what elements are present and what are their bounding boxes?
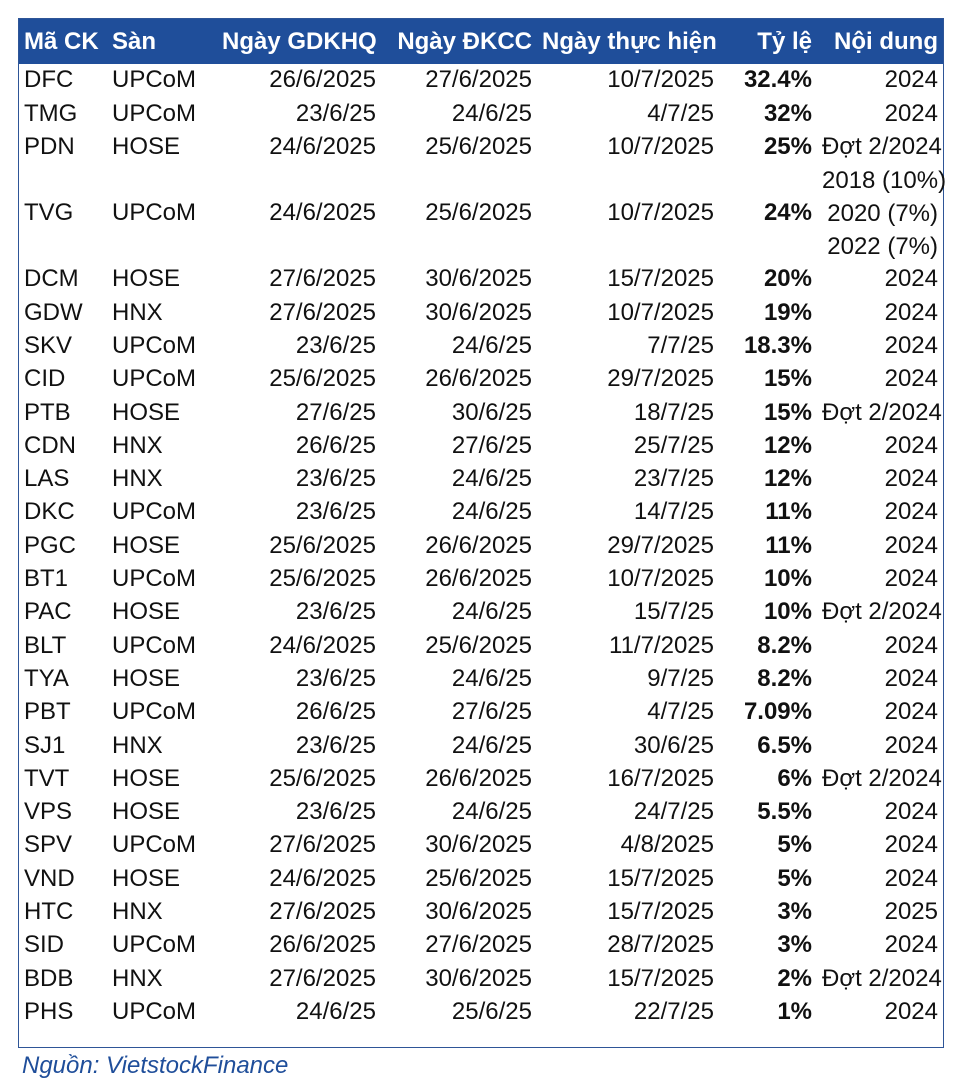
table-row: [19, 962, 943, 995]
cell-ngay-thuc-hien: 4/7/25: [647, 698, 714, 726]
cell-ngay-thuc-hien: 15/7/25: [633, 598, 714, 626]
cell-noi-dung: [817, 363, 943, 396]
cell-ngay-thuc-hien: 15/7/2025: [607, 897, 714, 925]
noi-dung-line: 2018 (10%): [822, 166, 947, 194]
cell-noi-dung: [817, 629, 943, 662]
cell-ngay-dkcc: 25/6/2025: [425, 631, 532, 659]
table-row: [19, 862, 943, 895]
cell-san: HOSE: [112, 398, 181, 426]
cell-san: HNX: [112, 897, 163, 925]
cell-noi-dung: [817, 263, 943, 296]
header-noi-dung: Nội dung: [817, 19, 943, 64]
cell-ty-le: 1%: [777, 997, 812, 1025]
cell-ma-ck: TVG: [24, 199, 74, 227]
cell-ngay-thuc-hien: 18/7/25: [633, 398, 714, 426]
cell-ngay-gdkhq: 23/6/25: [295, 331, 376, 359]
dividend-table: [19, 19, 947, 1029]
cell-san: UPCoM: [112, 66, 197, 94]
cell-ty-le: 3%: [777, 931, 812, 959]
noi-dung-line: 2024: [884, 298, 938, 326]
cell-ngay-dkcc: 24/6/25: [451, 331, 532, 359]
table-row: [19, 496, 943, 529]
cell-ngay-dkcc: 26/6/2025: [425, 565, 532, 593]
cell-noi-dung: [817, 962, 943, 995]
cell-ngay-thuc-hien: 15/7/2025: [607, 864, 714, 892]
cell-ngay-thuc-hien: 24/7/25: [633, 798, 714, 826]
cell-ma-ck: HTC: [24, 897, 74, 925]
cell-ma-ck: BT1: [24, 565, 69, 593]
cell-san: UPCoM: [112, 997, 197, 1025]
cell-san: HOSE: [112, 664, 181, 692]
cell-noi-dung: [817, 429, 943, 462]
cell-ma-ck: PTB: [24, 398, 71, 426]
cell-ty-le: 3%: [777, 897, 812, 925]
cell-ngay-dkcc: 25/6/2025: [425, 199, 532, 227]
table-row: [19, 164, 943, 263]
cell-ngay-dkcc: 30/6/2025: [425, 265, 532, 293]
noi-dung-line: 2024: [884, 565, 938, 593]
cell-ty-le: 19%: [763, 298, 812, 326]
cell-ngay-thuc-hien: 29/7/2025: [607, 531, 714, 559]
cell-ngay-dkcc: 25/6/2025: [425, 133, 532, 161]
cell-ngay-dkcc: 30/6/2025: [425, 964, 532, 992]
cell-ngay-dkcc: 25/6/2025: [425, 864, 532, 892]
cell-ngay-gdkhq: 24/6/2025: [269, 864, 376, 892]
cell-ty-le: 5%: [777, 864, 812, 892]
cell-ngay-gdkhq: 23/6/25: [295, 664, 376, 692]
cell-ngay-dkcc: 24/6/25: [451, 731, 532, 759]
table-row: [19, 829, 943, 862]
cell-san: UPCoM: [112, 331, 197, 359]
cell-ty-le: 7.09%: [743, 698, 812, 726]
table-row: [19, 64, 943, 97]
cell-san: UPCoM: [112, 498, 197, 526]
cell-ma-ck: TYA: [24, 664, 69, 692]
noi-dung-line: 2024: [884, 931, 938, 959]
table-row: [19, 796, 943, 829]
cell-ty-le: 10%: [763, 565, 812, 593]
cell-noi-dung: [817, 829, 943, 862]
cell-ma-ck: CDN: [24, 431, 76, 459]
header-san: Sàn: [107, 19, 217, 64]
cell-ty-le: 15%: [763, 398, 812, 426]
table-row: [19, 995, 943, 1028]
table-row: [19, 929, 943, 962]
cell-noi-dung: [817, 529, 943, 562]
cell-ngay-dkcc: 24/6/25: [451, 498, 532, 526]
cell-ngay-thuc-hien: 10/7/2025: [607, 66, 714, 94]
cell-ngay-gdkhq: 24/6/2025: [269, 133, 376, 161]
cell-noi-dung: [817, 463, 943, 496]
cell-ma-ck: PAC: [24, 598, 72, 626]
cell-ty-le: 6%: [777, 764, 812, 792]
cell-ty-le: 12%: [763, 431, 812, 459]
cell-ngay-gdkhq: 27/6/2025: [269, 298, 376, 326]
cell-san: UPCoM: [112, 565, 197, 593]
cell-ngay-dkcc: 26/6/2025: [425, 365, 532, 393]
cell-ma-ck: TVT: [24, 764, 70, 792]
cell-ngay-dkcc: 24/6/25: [451, 664, 532, 692]
cell-noi-dung: [817, 496, 943, 529]
cell-ma-ck: BDB: [24, 964, 74, 992]
cell-ngay-gdkhq: 24/6/2025: [269, 631, 376, 659]
cell-ty-le: 20%: [763, 265, 812, 293]
cell-san: HOSE: [112, 531, 181, 559]
table-row: [19, 97, 943, 130]
cell-ma-ck: LAS: [24, 465, 70, 493]
cell-ngay-dkcc: 24/6/25: [451, 465, 532, 493]
cell-ma-ck: VPS: [24, 798, 73, 826]
cell-san: HNX: [112, 465, 163, 493]
noi-dung-line: Đợt 2/2024: [822, 133, 942, 161]
cell-ngay-thuc-hien: 14/7/25: [633, 498, 714, 526]
cell-ngay-gdkhq: 23/6/25: [295, 731, 376, 759]
cell-san: UPCoM: [112, 99, 197, 127]
noi-dung-line: 2024: [884, 997, 938, 1025]
cell-ma-ck: DFC: [24, 66, 74, 94]
noi-dung-line: 2024: [884, 498, 938, 526]
cell-ngay-thuc-hien: 29/7/2025: [607, 365, 714, 393]
cell-san: HOSE: [112, 598, 181, 626]
cell-ma-ck: GDW: [24, 298, 83, 326]
cell-ngay-gdkhq: 24/6/25: [295, 997, 376, 1025]
cell-ngay-dkcc: 24/6/25: [451, 798, 532, 826]
cell-noi-dung: [817, 97, 943, 130]
header-ma-ck: Mã CK: [19, 19, 107, 64]
cell-ngay-thuc-hien: 22/7/25: [633, 997, 714, 1025]
table-row: [19, 396, 943, 429]
cell-ngay-dkcc: 30/6/2025: [425, 897, 532, 925]
cell-ty-le: 25%: [763, 133, 812, 161]
cell-ngay-gdkhq: 23/6/25: [295, 498, 376, 526]
cell-ngay-dkcc: 27/6/25: [451, 431, 532, 459]
table-row: [19, 429, 943, 462]
noi-dung-line: Đợt 2/2024: [822, 598, 942, 626]
cell-ngay-thuc-hien: 28/7/2025: [607, 931, 714, 959]
noi-dung-line: 2020 (7%): [827, 199, 938, 227]
cell-ngay-gdkhq: 26/6/2025: [269, 66, 376, 94]
table-row: [19, 696, 943, 729]
cell-ma-ck: SPV: [24, 831, 73, 859]
cell-ty-le: 32%: [763, 99, 812, 127]
table-row: [19, 629, 943, 662]
noi-dung-line: 2024: [884, 698, 938, 726]
cell-ngay-gdkhq: 27/6/2025: [269, 897, 376, 925]
cell-ngay-gdkhq: 23/6/25: [295, 465, 376, 493]
cell-ty-le: 18.3%: [743, 331, 812, 359]
cell-san: UPCoM: [112, 831, 197, 859]
cell-noi-dung: [817, 296, 943, 329]
cell-ma-ck: VND: [24, 864, 75, 892]
noi-dung-line: Đợt 2/2024: [822, 964, 942, 992]
table-body: [19, 64, 947, 1029]
cell-ma-ck: SID: [24, 931, 65, 959]
noi-dung-line: 2024: [884, 331, 938, 359]
cell-ty-le: 8.2%: [757, 631, 812, 659]
cell-ngay-dkcc: 30/6/25: [451, 398, 532, 426]
cell-ngay-gdkhq: 26/6/25: [295, 431, 376, 459]
noi-dung-line: 2024: [884, 431, 938, 459]
cell-ngay-thuc-hien: 25/7/25: [633, 431, 714, 459]
cell-ngay-thuc-hien: 15/7/2025: [607, 265, 714, 293]
noi-dung-line: 2022 (7%): [827, 232, 938, 260]
cell-ngay-thuc-hien: 15/7/2025: [607, 964, 714, 992]
cell-ty-le: 10%: [763, 598, 812, 626]
header-ngay-dkcc: Ngày ĐKCC: [381, 19, 537, 64]
cell-ty-le: 8.2%: [757, 664, 812, 692]
cell-ngay-thuc-hien: 16/7/2025: [607, 764, 714, 792]
table-row: [19, 131, 943, 164]
cell-ngay-gdkhq: 27/6/2025: [269, 964, 376, 992]
cell-ty-le: 32.4%: [743, 66, 812, 94]
noi-dung-line: 2024: [884, 66, 938, 94]
table-header-row: [19, 19, 943, 64]
cell-noi-dung: [817, 729, 943, 762]
cell-ma-ck: DCM: [24, 265, 79, 293]
noi-dung-line: 2024: [884, 864, 938, 892]
table-row: [19, 762, 943, 795]
cell-san: HOSE: [112, 798, 181, 826]
cell-san: HNX: [112, 298, 163, 326]
header-ngay-thuc-hien: Ngày thực hiện: [537, 19, 719, 64]
table-row: [19, 662, 943, 695]
cell-ty-le: 24%: [763, 199, 812, 227]
header-ngay-gdkhq: Ngày GDKHQ: [217, 19, 381, 64]
cell-san: HNX: [112, 731, 163, 759]
cell-noi-dung: [817, 995, 943, 1028]
cell-san: HOSE: [112, 864, 181, 892]
cell-ngay-dkcc: 26/6/2025: [425, 764, 532, 792]
cell-ty-le: 6.5%: [757, 731, 812, 759]
cell-ngay-gdkhq: 27/6/2025: [269, 831, 376, 859]
cell-ngay-gdkhq: 23/6/25: [295, 99, 376, 127]
noi-dung-line: 2025: [884, 897, 938, 925]
source-note: Nguồn: VietstockFinance: [22, 1052, 289, 1079]
cell-ngay-thuc-hien: 30/6/25: [633, 731, 714, 759]
cell-noi-dung: [817, 696, 943, 729]
cell-ngay-thuc-hien: 9/7/25: [647, 664, 714, 692]
cell-ngay-thuc-hien: 10/7/2025: [607, 199, 714, 227]
cell-ngay-dkcc: 27/6/2025: [425, 66, 532, 94]
cell-noi-dung: [817, 796, 943, 829]
cell-noi-dung: [817, 929, 943, 962]
cell-ma-ck: PBT: [24, 698, 71, 726]
cell-san: UPCoM: [112, 698, 197, 726]
cell-san: HOSE: [112, 265, 181, 293]
cell-ty-le: 5%: [777, 831, 812, 859]
cell-noi-dung: [817, 563, 943, 596]
cell-ma-ck: PGC: [24, 531, 77, 559]
table-row: [19, 563, 943, 596]
cell-san: UPCoM: [112, 631, 197, 659]
noi-dung-line: 2024: [884, 664, 938, 692]
cell-ma-ck: DKC: [24, 498, 75, 526]
cell-noi-dung: [817, 762, 943, 795]
cell-ngay-thuc-hien: 4/7/25: [647, 99, 714, 127]
cell-ngay-thuc-hien: 7/7/25: [647, 331, 714, 359]
cell-ty-le: 12%: [763, 465, 812, 493]
cell-ngay-dkcc: 27/6/25: [451, 698, 532, 726]
noi-dung-line: 2024: [884, 631, 938, 659]
cell-ngay-thuc-hien: 10/7/2025: [607, 565, 714, 593]
table-row: [19, 296, 943, 329]
table-row: [19, 529, 943, 562]
table-row: [19, 896, 943, 929]
cell-ty-le: 5.5%: [757, 798, 812, 826]
cell-ngay-gdkhq: 26/6/2025: [269, 931, 376, 959]
table-row: [19, 729, 943, 762]
cell-ty-le: 11%: [765, 498, 812, 526]
cell-ngay-dkcc: 30/6/2025: [425, 831, 532, 859]
cell-ngay-dkcc: 24/6/25: [451, 99, 532, 127]
cell-ngay-gdkhq: 27/6/2025: [269, 265, 376, 293]
cell-ngay-gdkhq: 23/6/25: [295, 798, 376, 826]
cell-noi-dung: [817, 64, 943, 97]
noi-dung-line: 2024: [884, 265, 938, 293]
noi-dung-line: 2024: [884, 831, 938, 859]
noi-dung-line: Đợt 2/2024: [822, 398, 942, 426]
cell-noi-dung: [817, 662, 943, 695]
cell-ngay-thuc-hien: 10/7/2025: [607, 133, 714, 161]
cell-ma-ck: PHS: [24, 997, 74, 1025]
cell-ma-ck: TMG: [24, 99, 78, 127]
cell-san: HNX: [112, 964, 163, 992]
cell-noi-dung: [817, 329, 943, 362]
cell-san: HNX: [112, 431, 163, 459]
noi-dung-line: 2024: [884, 465, 938, 493]
cell-san: UPCoM: [112, 931, 197, 959]
cell-ngay-gdkhq: 26/6/25: [295, 698, 376, 726]
cell-san: UPCoM: [112, 199, 197, 227]
cell-ngay-gdkhq: 25/6/2025: [269, 365, 376, 393]
header-ty-le: Tỷ lệ: [719, 19, 817, 64]
noi-dung-line: 2024: [884, 365, 938, 393]
cell-ngay-dkcc: 30/6/2025: [425, 298, 532, 326]
cell-ngay-gdkhq: 27/6/25: [295, 398, 376, 426]
table-row: [19, 363, 943, 396]
cell-ngay-dkcc: 24/6/25: [451, 598, 532, 626]
table-row: [19, 463, 943, 496]
cell-ma-ck: SJ1: [24, 731, 66, 759]
cell-ngay-thuc-hien: 11/7/2025: [609, 631, 714, 659]
cell-ty-le: 15%: [763, 365, 812, 393]
cell-ngay-thuc-hien: 23/7/25: [633, 465, 714, 493]
cell-san: HOSE: [112, 764, 181, 792]
cell-ngay-gdkhq: 25/6/2025: [269, 565, 376, 593]
cell-ngay-gdkhq: 25/6/2025: [269, 531, 376, 559]
noi-dung-line: 2024: [884, 798, 938, 826]
cell-ngay-thuc-hien: 10/7/2025: [607, 298, 714, 326]
table-row: [19, 263, 943, 296]
cell-ma-ck: PDN: [24, 133, 75, 161]
table-row: [19, 329, 943, 362]
cell-san: UPCoM: [112, 365, 197, 393]
cell-ma-ck: SKV: [24, 331, 73, 359]
cell-noi-dung: [817, 896, 943, 929]
cell-ngay-gdkhq: 25/6/2025: [269, 764, 376, 792]
cell-ngay-thuc-hien: 4/8/2025: [620, 831, 714, 859]
dividend-table-frame: [18, 18, 947, 1048]
cell-noi-dung: [817, 862, 943, 895]
noi-dung-line: 2024: [884, 99, 938, 127]
cell-ngay-gdkhq: 24/6/2025: [269, 199, 376, 227]
cell-ngay-dkcc: 27/6/2025: [425, 931, 532, 959]
cell-ngay-gdkhq: 23/6/25: [295, 598, 376, 626]
noi-dung-line: Đợt 2/2024: [822, 764, 942, 792]
table-row: [19, 596, 943, 629]
cell-ma-ck: CID: [24, 365, 66, 393]
cell-noi-dung: [817, 164, 947, 263]
noi-dung-line: 2024: [884, 531, 938, 559]
noi-dung-line: 2024: [884, 731, 938, 759]
cell-noi-dung: [817, 396, 943, 429]
cell-ty-le: 2%: [777, 964, 812, 992]
cell-ngay-dkcc: 25/6/25: [451, 997, 532, 1025]
cell-noi-dung: [817, 131, 943, 164]
cell-ma-ck: BLT: [24, 631, 67, 659]
cell-noi-dung: [817, 596, 943, 629]
cell-ngay-dkcc: 26/6/2025: [425, 531, 532, 559]
cell-ty-le: 11%: [765, 531, 812, 559]
cell-san: HOSE: [112, 133, 181, 161]
